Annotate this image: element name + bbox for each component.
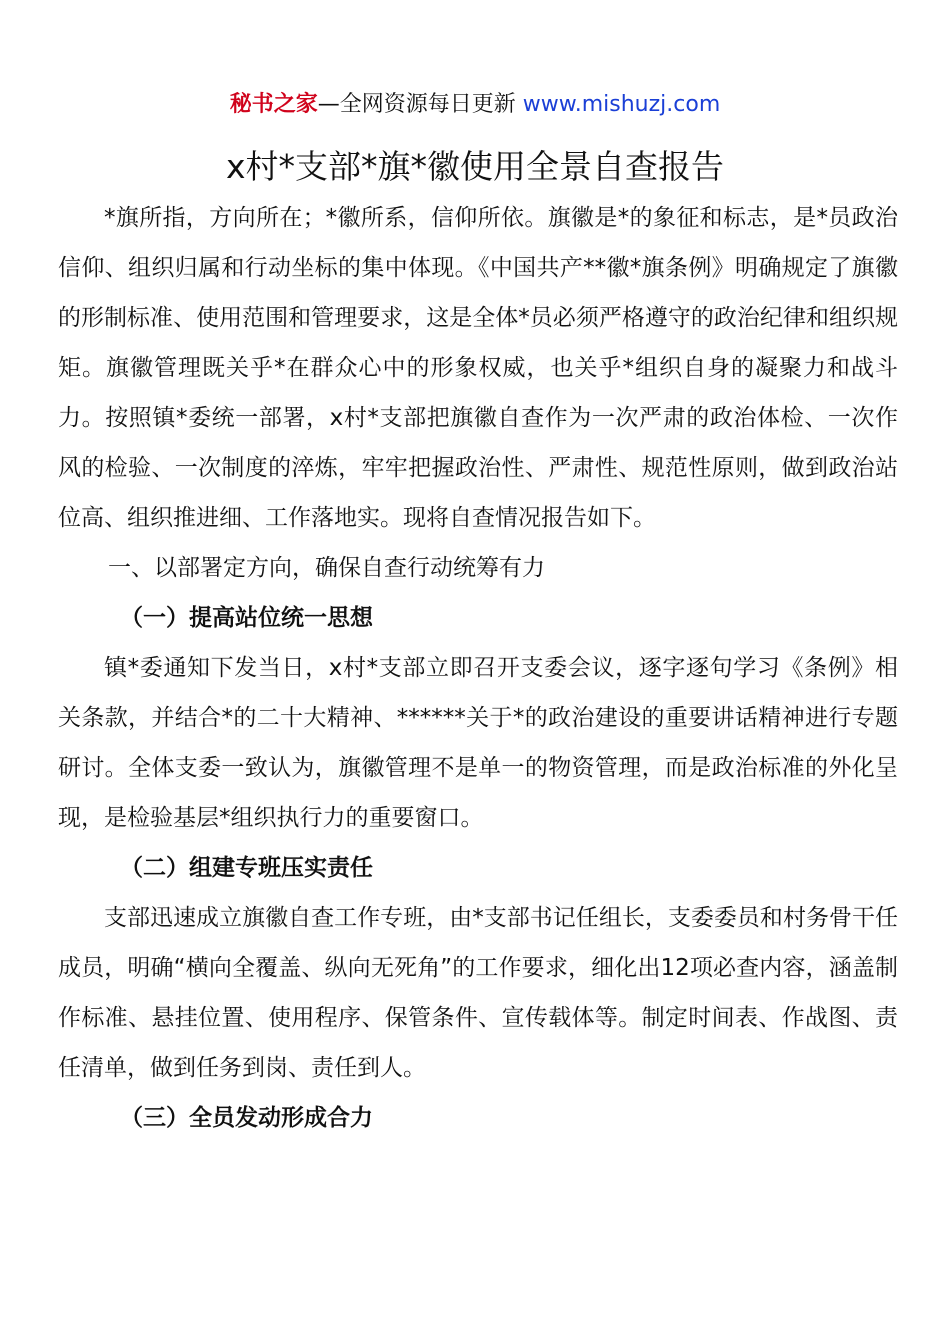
document-title: x村*支部*旗*徽使用全景自查报告 <box>225 147 725 186</box>
document-body <box>58 193 898 1143</box>
brand-name: 秘书之家 <box>229 92 318 117</box>
intro-paragraph: *旗所指，方向所在；*徽所系，信仰所依。旗徽是*的象征和标志，是*员政治信仰、组织归属和行动坐标的集中体现。《中国共产**徽*旗条例》明确规定了旗徽的形制标准、使用范围和管理要求，这是全体*员必须严格遵守的政治纪律和组织规矩。旗徽管理既关乎*在群众心中的形象权威，也关乎*组织自身的凝聚力和战斗力。按照镇*委统一部署，x村*支部把旗徽自查作为一次严肃的政治体检、一次作风的检验、一次制度的淬炼，牢牢把握政治性、严肃性、规范性原则，做到政治站位高、组织推进细、工作落地实。现将自查情况报告如下。 <box>58 205 899 531</box>
subsection-heading-2: （二）组建专班压实责任 <box>120 855 373 881</box>
subsection-paragraph-1: 镇*委通知下发当日，x村*支部立即召开支委会议，逐字逐句学习《条例》相关条款，并结合*的二十大精神、******关于*的政治建设的重要讲话精神进行专题研讨。全体支委一致认为，旗徽管理不是单一的物资管理，而是政治标准的外化呈现，是检验基层*组织执行力的重要窗口。 <box>58 655 898 831</box>
header-tagline: —全网资源每日更新 <box>317 92 516 117</box>
section-heading-1: 一、以部署定方向，确保自查行动统筹有力 <box>108 555 545 581</box>
subsection-heading-1: （一）提高站位统一思想 <box>120 605 373 631</box>
subsection-paragraph-2: 支部迅速成立旗徽自查工作专班，由*支部书记任组长，支委委员和村务骨干任成员，明确“横向全覆盖、纵向无死角”的工作要求，细化出12项必查内容，涵盖制作标准、悬挂位置、使用程序、保管条件、宣传载体等。制定时间表、作战图、责任清单，做到任务到岗、责任到人。 <box>58 905 898 1081</box>
site-header <box>0 88 950 122</box>
header-url-link[interactable]: www.mishuzj.com <box>522 92 721 117</box>
subsection-heading-3: （三）全员发动形成合力 <box>120 1105 373 1131</box>
